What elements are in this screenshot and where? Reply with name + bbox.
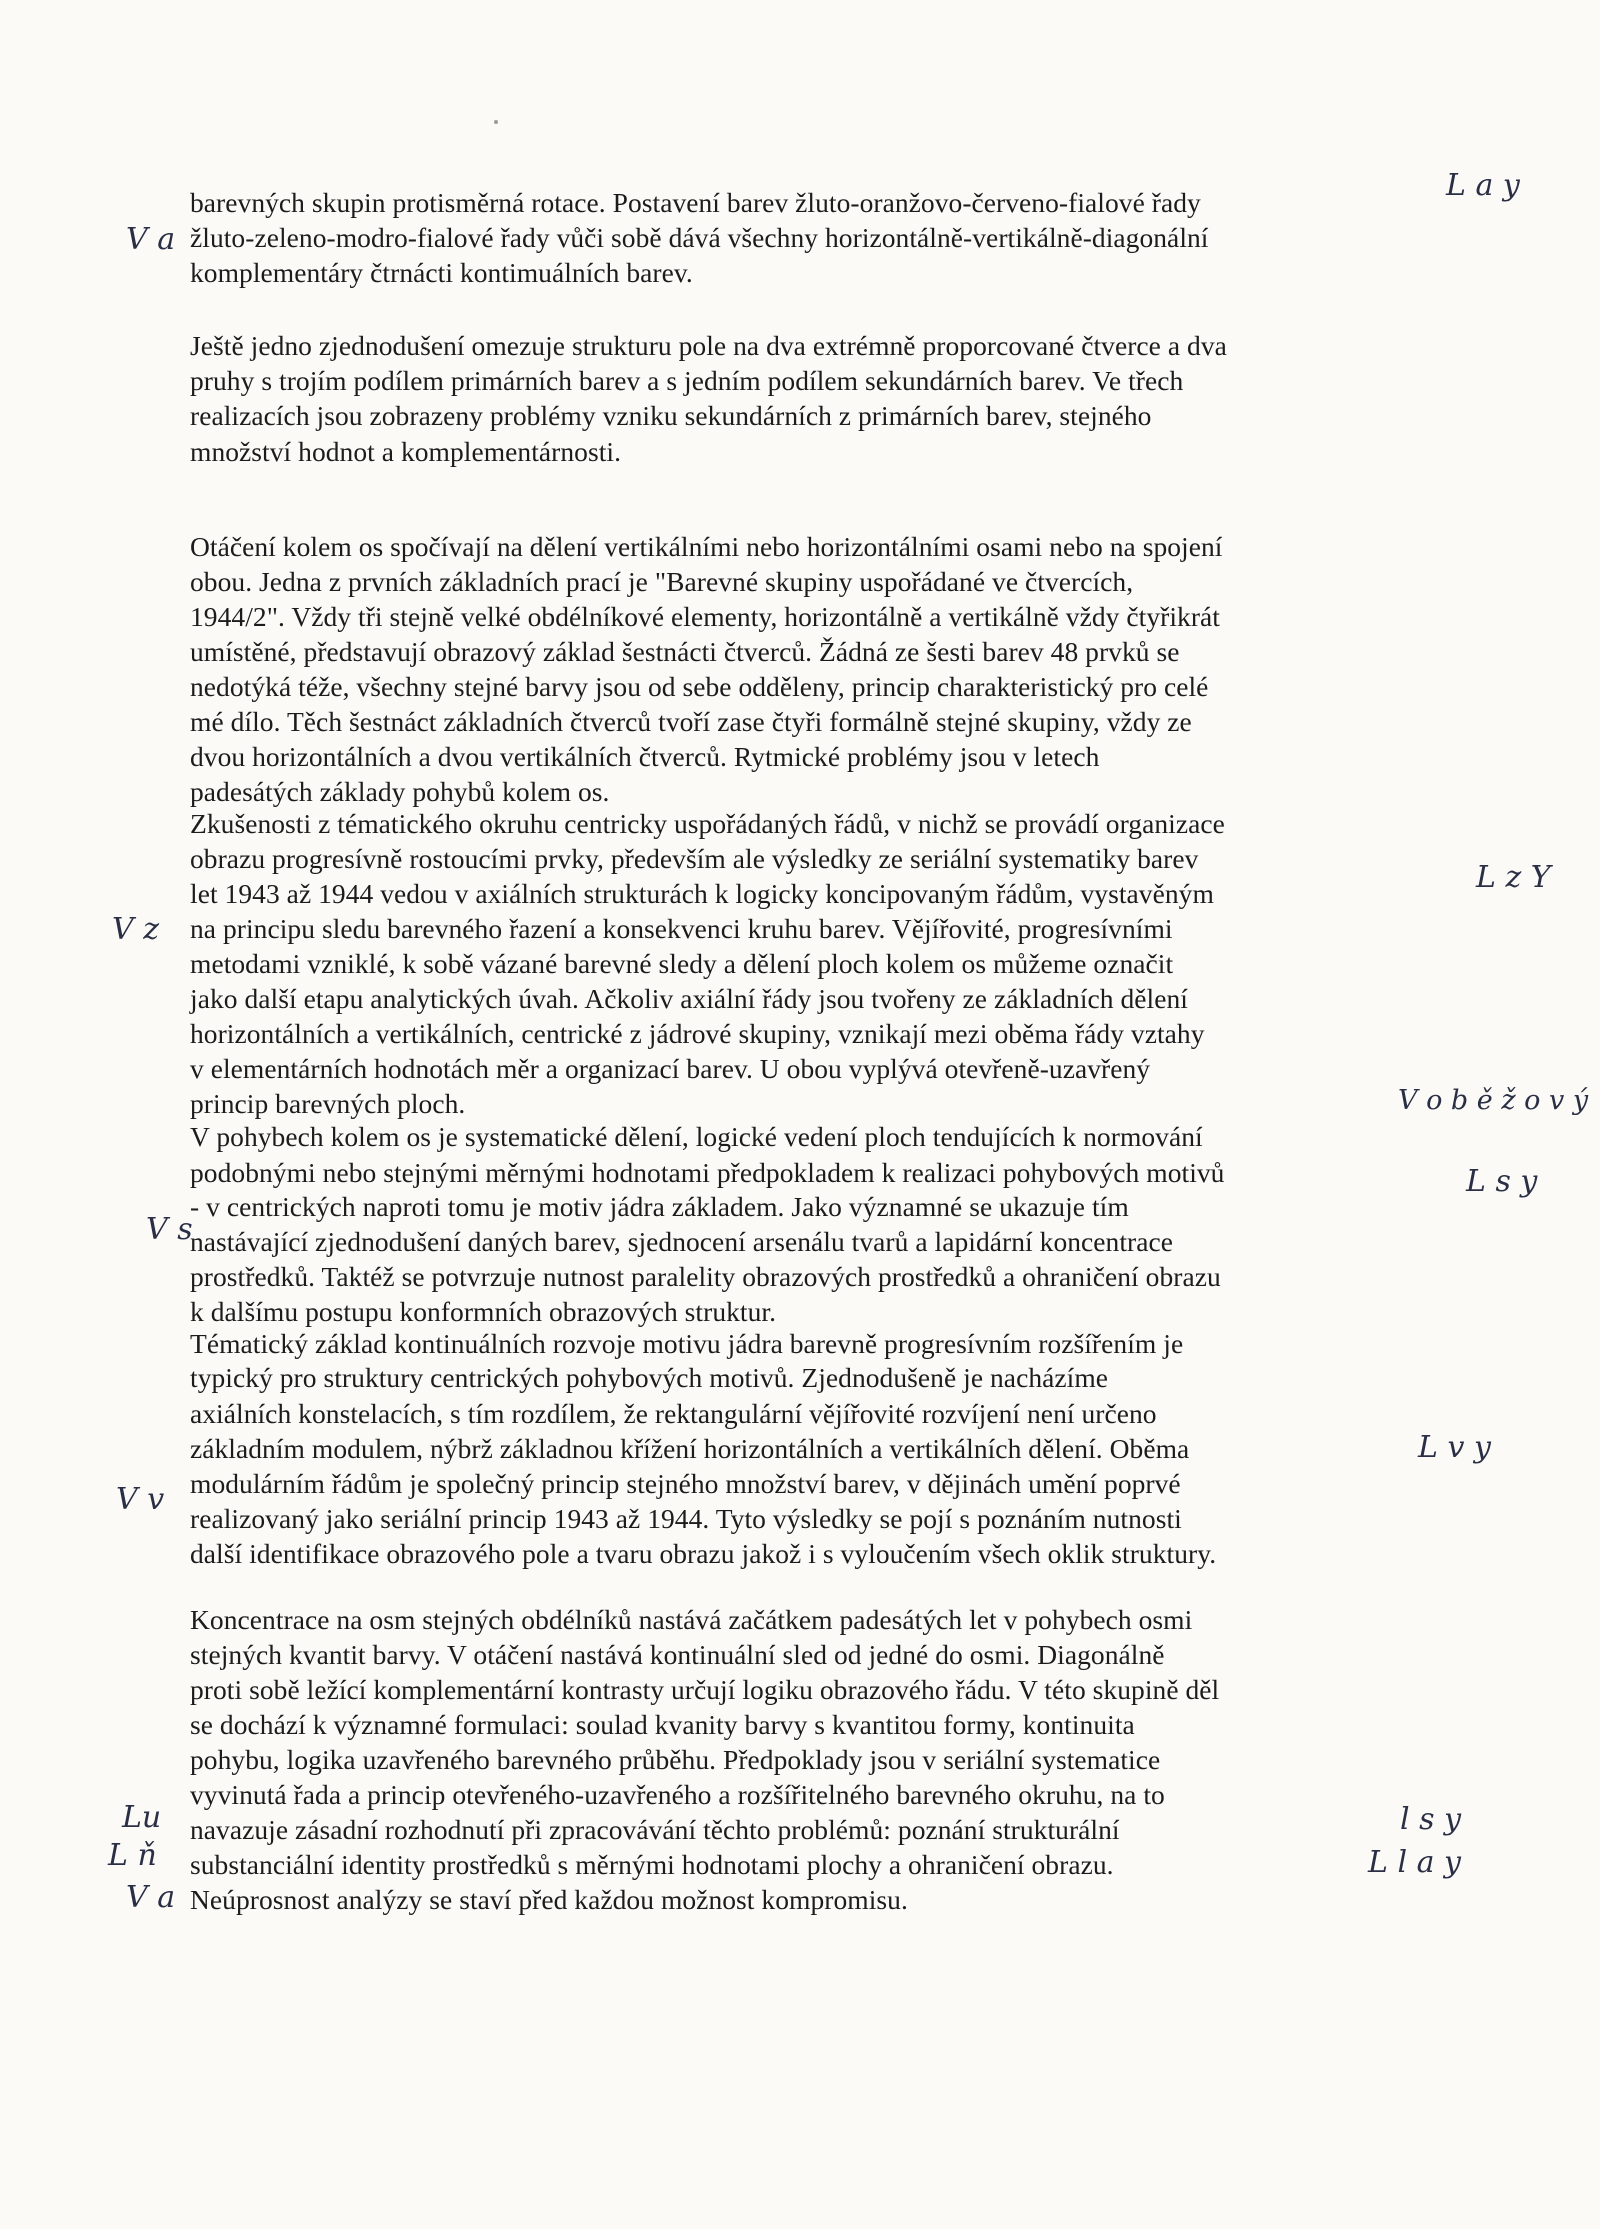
text-line: na principu sledu barevného řazení a konsekvenci kruhu barev. Vějířovité, progresívními <box>190 913 1173 944</box>
text-line: množství hodnot a komplementárnosti. <box>190 436 622 467</box>
text-line: princip barevných ploch. <box>190 1088 466 1119</box>
text-line: se dochází k významné formulaci: soulad kvanity barvy s kvantitou formy, kontinuita <box>190 1709 1135 1740</box>
text-line: realizovaný jako seriální princip 1943 až 1944. Tyto výsledky se pojí s poznáním nutnosti <box>190 1503 1182 1534</box>
text-line: pruhy s trojím podílem primárních barev a s jedním podílem sekundárních barev. Ve třech <box>190 365 1184 396</box>
text-line: mé dílo. Těch šestnáct základních čtverců tvoří zase čtyři formálně stejné skupiny, vždy ze <box>190 706 1192 737</box>
text-line: Neúprosnost analýzy se staví před každou možnost kompromisu. <box>190 1884 908 1915</box>
text-line: stejných kvantit barvy. V otáčení nastává kontinuální sled od jedné do osmi. Diagonálně <box>190 1639 1165 1670</box>
text-line: vyvinutá řada a princip otevřeného-uzavřeného a rozšířitelného barevného okruhu, na to <box>190 1779 1165 1810</box>
text-line: navazuje zásadní rozhodnutí při zpracovávání těchto problémů: poznání strukturální <box>190 1814 1120 1845</box>
margin-note-left: V z <box>112 912 160 947</box>
text-line: barevných skupin protisměrná rotace. Postavení barev žluto-oranžovo-červeno-fialové řady <box>190 187 1201 218</box>
margin-note-right: L a y <box>1446 168 1520 203</box>
text-line: Tématický základ kontinuálních rozvoje motivu jádra barevně progresívním rozšířením je <box>190 1328 1184 1359</box>
text-line: horizontálních a vertikálních, centrické z jádrové skupiny, vznikají mezi oběma řády vztahy <box>190 1018 1205 1049</box>
text-line: typický pro struktury centrických pohybových motivů. Zjednodušeně je nacházíme <box>190 1362 1109 1393</box>
text-line: substanciální identity prostředků s měrnými hodnotami plochy a ohraničení obrazu. <box>190 1849 1114 1880</box>
text-line: základním modulem, nýbrž základnou křížení horizontálních a vertikálních dělení. Oběma <box>190 1433 1190 1464</box>
text-line: prostředků. Taktéž se potvrzuje nutnost paralelity obrazových prostředků a ohraničení obrazu <box>190 1261 1221 1292</box>
speck <box>494 120 498 124</box>
text-line: Ještě jedno zjednodušení omezuje strukturu pole na dva extrémně proporcované čtverce a dva <box>190 330 1227 361</box>
text-line: V pohybech kolem os je systematické dělení, logické vedení ploch tendujících k normování <box>190 1121 1203 1152</box>
text-line: - v centrických naproti tomu je motiv jádra základem. Jako významné se ukazuje tím <box>190 1191 1129 1222</box>
margin-note-left: V s <box>146 1212 193 1247</box>
text-line: pohybu, logika uzavřeného barevného průběhu. Předpoklady jsou v seriální systematice <box>190 1744 1161 1775</box>
margin-note-left: V a <box>126 1880 176 1915</box>
text-line: nedotýká téže, všechny stejné barvy jsou od sebe odděleny, princip charakteristický pro celé <box>190 671 1209 702</box>
text-line: Zkušenosti z tématického okruhu centricky uspořádaných řádů, v nichž se provádí organizace <box>190 808 1225 839</box>
margin-note-right: l s y <box>1400 1802 1462 1837</box>
text-line: Koncentrace na osm stejných obdélníků nastává začátkem padesátých let v pohybech osmi <box>190 1604 1193 1635</box>
text-line: jako další etapu analytických úvah. Ačkoliv axiální řády jsou tvořeny ze základních dělení <box>190 983 1188 1014</box>
text-line: obou. Jedna z prvních základních prací je "Barevné skupiny uspořádané ve čtvercích, <box>190 566 1134 597</box>
margin-note-right: V o b ě ž o v ý <box>1398 1085 1589 1116</box>
margin-note-left: V a <box>126 222 176 257</box>
text-line: žluto-zeleno-modro-fialové řady vůči sobě dává všechny horizontálně-vertikálně-diagonální <box>190 222 1209 253</box>
text-line: padesátých základy pohybů kolem os. <box>190 776 610 807</box>
text-line: nastávající zjednodušení daných barev, sjednocení arsenálu tvarů a lapidární koncentrace <box>190 1226 1174 1257</box>
margin-note-left: Lu <box>122 1800 162 1835</box>
text-line: Otáčení kolem os spočívají na dělení vertikálními nebo horizontálními osami nebo na spojení <box>190 531 1223 562</box>
margin-note-right: L l a y <box>1368 1845 1461 1880</box>
margin-note-left: V v <box>116 1482 165 1517</box>
text-line: realizacích jsou zobrazeny problémy vzniku sekundárních z primárních barev, stejného <box>190 400 1152 431</box>
text-line: obrazu progresívně rostoucími prvky, především ale výsledky ze seriální systematiky barev <box>190 843 1199 874</box>
text-line: let 1943 až 1944 vedou v axiálních strukturách k logicky koncipovaným řádům, vystavěným <box>190 878 1214 909</box>
text-line: další identifikace obrazového pole a tvaru obrazu jakož i s vyloučením všech oklik struktury. <box>190 1538 1217 1569</box>
text-line: metodami vzniklé, k sobě vázané barevné sledy a dělení ploch kolem os můžeme označit <box>190 948 1174 979</box>
text-line: modulárním řádům je společný princip stejného množství barev, v dějinách umění poprvé <box>190 1468 1181 1499</box>
margin-note-right: L v y <box>1418 1430 1491 1465</box>
text-line: v elementárních hodnotách měr a organizací barev. U obou vyplývá otevřeně-uzavřený <box>190 1053 1151 1084</box>
text-line: axiálních konstelacích, s tím rozdílem, že rektangulární vějířovité rozvíjení není určeno <box>190 1398 1157 1429</box>
text-line: podobnými nebo stejnými měrnými hodnotami předpokladem k realizaci pohybových motivů <box>190 1157 1225 1188</box>
text-line: 1944/2". Vždy tři stejně velké obdélníkové elementy, horizontálně a vertikálně vždy čtyřikrát <box>190 601 1220 632</box>
margin-note-right: L z Y <box>1476 860 1551 895</box>
margin-note-left: L ň <box>108 1838 157 1873</box>
text-line: umístěné, představují obrazový základ šestnácti čtverců. Žádná ze šesti barev 48 prvků se <box>190 636 1180 667</box>
text-line: k dalšímu postupu konformních obrazových struktur. <box>190 1296 777 1327</box>
text-line: dvou horizontálních a dvou vertikálních čtverců. Rytmické problémy jsou v letech <box>190 741 1100 772</box>
margin-note-right: L s y <box>1466 1164 1538 1199</box>
text-line: komplementáry čtrnácti kontimuálních barev. <box>190 257 693 288</box>
text-line: proti sobě ležící komplementární kontrasty určují logiku obrazového řádu. V této skupině děl <box>190 1674 1220 1705</box>
